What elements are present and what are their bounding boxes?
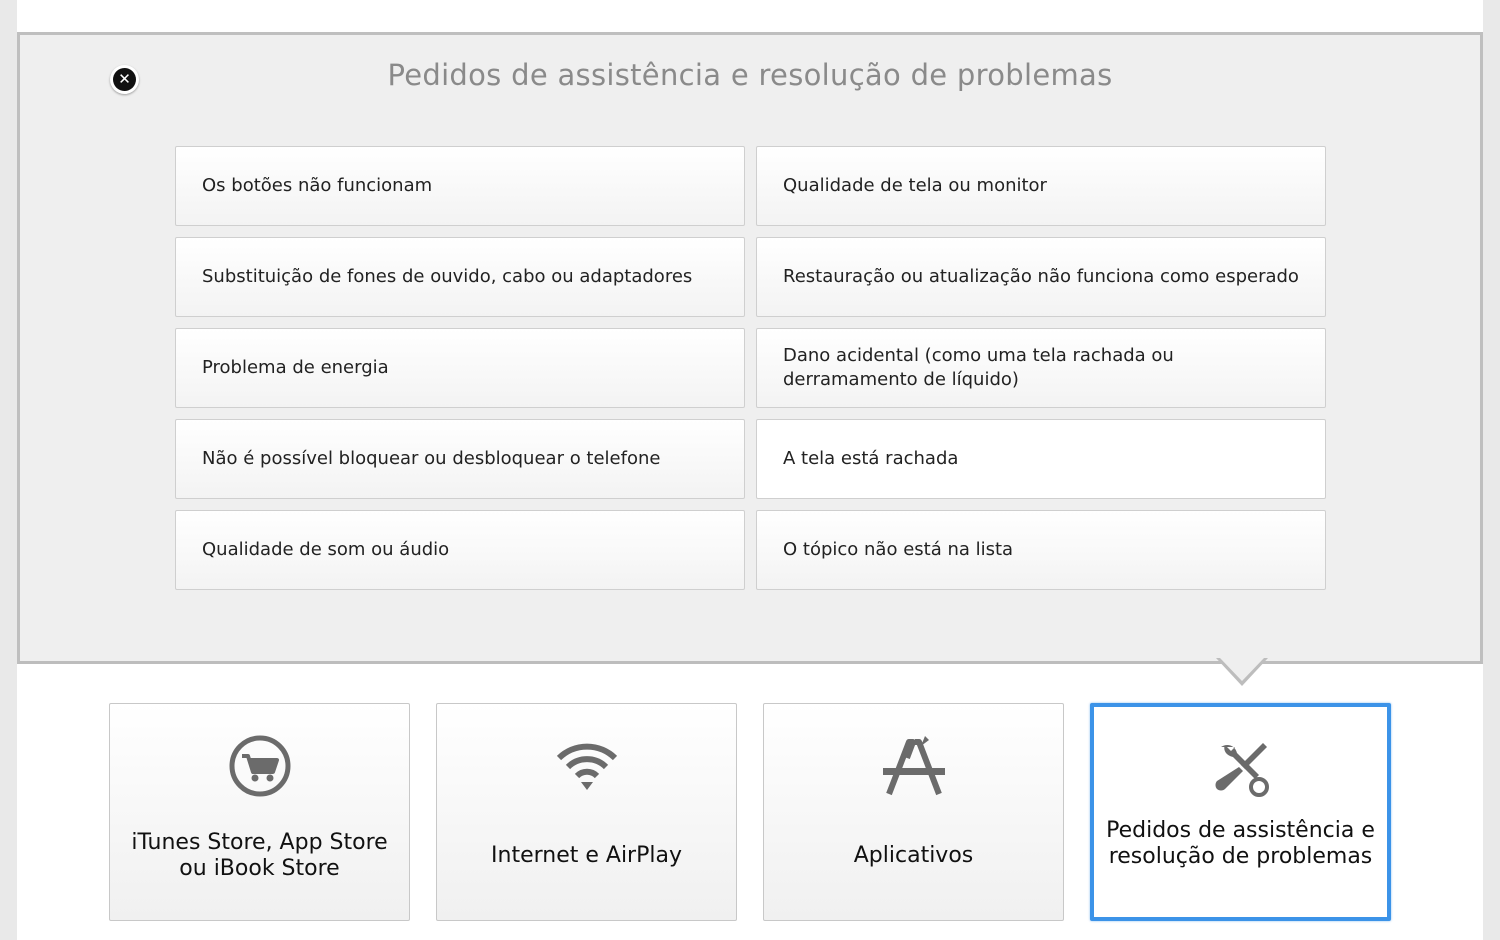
category-label: Internet e AirPlay [491,843,682,868]
topic-option-label: O tópico não está na lista [783,539,1014,560]
shopping-cart-icon [110,734,409,804]
topic-option[interactable] [756,510,1326,590]
category-tile-itunes[interactable] [109,703,410,921]
category-label: Aplicativos [853,843,974,868]
category-label: Pedidos de assistência e resolução de problemas [1106,818,1375,869]
topic-option[interactable] [756,146,1326,226]
right-gutter [1483,0,1500,940]
topic-option[interactable] [756,328,1326,408]
topic-option-label: Restauração ou atualização não funciona como esperado [783,266,1299,287]
category-tile-support[interactable] [1090,703,1391,921]
topic-option-label: Substituição de fones de ouvido, cabo ou adaptadores [202,266,693,287]
topic-option[interactable] [175,510,745,590]
panel-pointer-fill [1220,658,1264,681]
wifi-icon [437,734,736,804]
category-label: iTunes Store, App Store ou iBook Store [131,830,388,881]
topic-option-label: Qualidade de tela ou monitor [783,175,1047,196]
close-icon: ✕ [113,68,136,91]
app-store-icon [764,734,1063,804]
topic-option-label: Os botões não funcionam [202,175,433,196]
topic-option-label: Qualidade de som ou áudio [202,539,450,560]
topic-option[interactable] [175,328,745,408]
category-tile-apps[interactable] [763,703,1064,921]
category-tile-internet[interactable] [436,703,737,921]
tools-icon [1094,737,1387,807]
topic-option-label: Problema de energia [202,357,389,378]
topic-option[interactable] [756,419,1326,499]
topic-option[interactable] [175,419,745,499]
panel-title: Pedidos de assistência e resolução de problemas [387,58,1113,92]
left-gutter [0,0,17,940]
topic-option-label: Dano acidental (como uma tela rachada ou derramamento de líquido) [783,345,1174,390]
topic-option[interactable] [175,146,745,226]
topic-options [175,146,1326,590]
topic-option[interactable] [756,237,1326,317]
topic-option-label: A tela está rachada [783,448,959,469]
topic-option[interactable] [175,237,745,317]
topic-option-label: Não é possível bloquear ou desbloquear o telefone [202,448,661,469]
